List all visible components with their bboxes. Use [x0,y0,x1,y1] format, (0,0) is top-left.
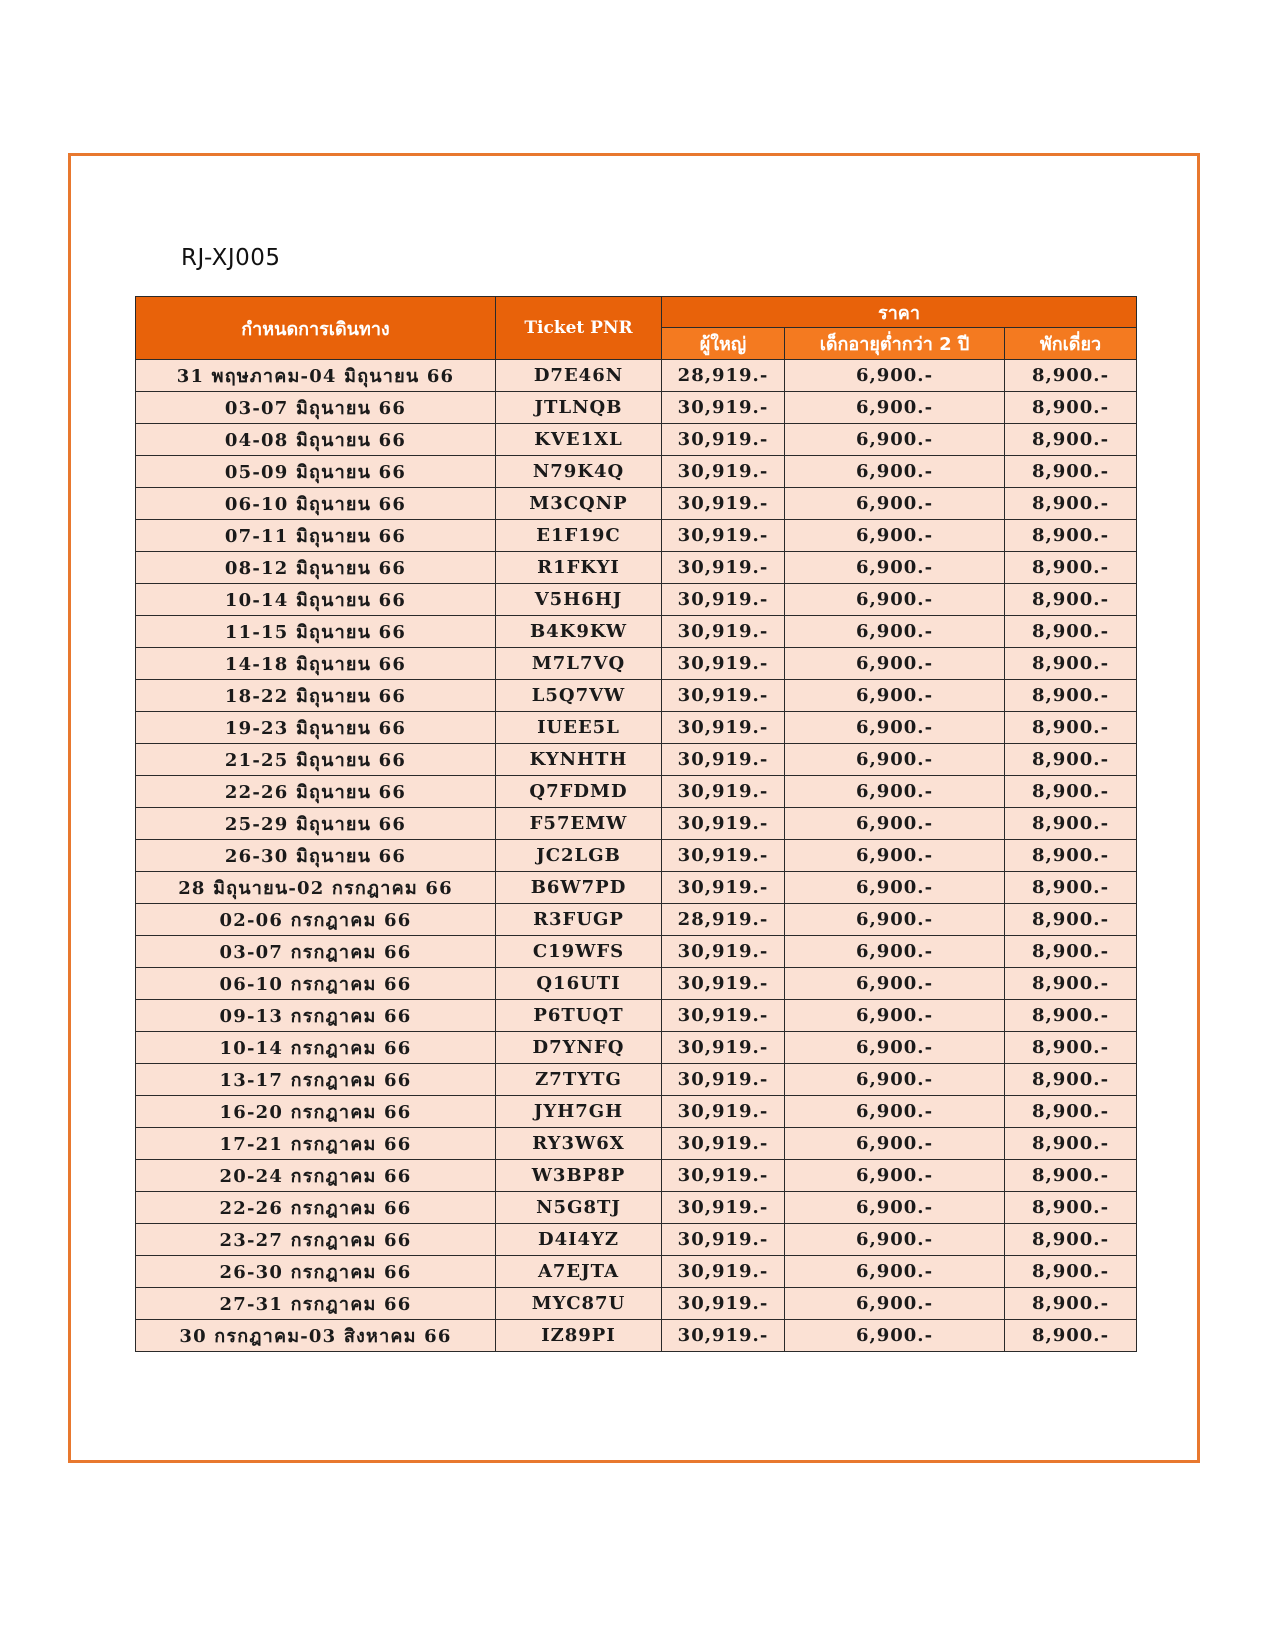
child-price-cell: 6,900.- [785,648,1005,680]
date-cell: 20-24 กรกฎาคม 66 [136,1160,496,1192]
single-price-cell: 8,900.- [1005,712,1137,744]
date-cell: 22-26 มิถุนายน 66 [136,776,496,808]
single-price-cell: 8,900.- [1005,808,1137,840]
single-price-cell: 8,900.- [1005,936,1137,968]
date-cell: 05-09 มิถุนายน 66 [136,456,496,488]
date-cell: 17-21 กรกฎาคม 66 [136,1128,496,1160]
date-cell: 22-26 กรกฎาคม 66 [136,1192,496,1224]
pnr-cell: P6TUQT [496,1000,662,1032]
date-cell: 18-22 มิถุนายน 66 [136,680,496,712]
single-price-cell: 8,900.- [1005,616,1137,648]
single-price-cell: 8,900.- [1005,1128,1137,1160]
table-row [136,1064,1137,1096]
date-cell: 07-11 มิถุนายน 66 [136,520,496,552]
table-row [136,680,1137,712]
date-cell: 03-07 กรกฎาคม 66 [136,936,496,968]
table-row [136,1000,1137,1032]
adult-price-cell: 30,919.- [662,1032,785,1064]
date-cell: 31 พฤษภาคม-04 มิถุนายน 66 [136,360,496,392]
child-price-cell: 6,900.- [785,1192,1005,1224]
pnr-cell: IUEE5L [496,712,662,744]
tour-code: RJ-XJ005 [181,245,281,271]
single-price-cell: 8,900.- [1005,1032,1137,1064]
date-cell: 27-31 กรกฎาคม 66 [136,1288,496,1320]
table-row [136,552,1137,584]
adult-price-cell: 30,919.- [662,712,785,744]
table-row [136,488,1137,520]
header-travel-date: กำหนดการเดินทาง [136,297,496,360]
pnr-cell: N5G8TJ [496,1192,662,1224]
child-price-cell: 6,900.- [785,1256,1005,1288]
child-price-cell: 6,900.- [785,1128,1005,1160]
table-row [136,1160,1137,1192]
single-price-cell: 8,900.- [1005,424,1137,456]
adult-price-cell: 28,919.- [662,904,785,936]
child-price-cell: 6,900.- [785,360,1005,392]
adult-price-cell: 30,919.- [662,872,785,904]
date-cell: 23-27 กรกฎาคม 66 [136,1224,496,1256]
date-cell: 13-17 กรกฎาคม 66 [136,1064,496,1096]
single-price-cell: 8,900.- [1005,552,1137,584]
child-price-cell: 6,900.- [785,744,1005,776]
single-price-cell: 8,900.- [1005,1000,1137,1032]
header-price: ราคา [662,297,1137,328]
table-row [136,456,1137,488]
single-price-cell: 8,900.- [1005,648,1137,680]
child-price-cell: 6,900.- [785,1160,1005,1192]
adult-price-cell: 30,919.- [662,616,785,648]
child-price-cell: 6,900.- [785,488,1005,520]
adult-price-cell: 30,919.- [662,392,785,424]
child-price-cell: 6,900.- [785,1288,1005,1320]
date-cell: 02-06 กรกฎาคม 66 [136,904,496,936]
child-price-cell: 6,900.- [785,1000,1005,1032]
single-price-cell: 8,900.- [1005,680,1137,712]
pnr-cell: N79K4Q [496,456,662,488]
child-price-cell: 6,900.- [785,968,1005,1000]
single-price-cell: 8,900.- [1005,1160,1137,1192]
pnr-cell: D7E46N [496,360,662,392]
single-price-cell: 8,900.- [1005,1192,1137,1224]
adult-price-cell: 30,919.- [662,936,785,968]
adult-price-cell: 30,919.- [662,1320,785,1352]
pnr-cell: L5Q7VW [496,680,662,712]
pnr-cell: B4K9KW [496,616,662,648]
date-cell: 11-15 มิถุนายน 66 [136,616,496,648]
pnr-cell: JYH7GH [496,1096,662,1128]
table-row [136,1288,1137,1320]
adult-price-cell: 30,919.- [662,424,785,456]
table-row [136,1032,1137,1064]
single-price-cell: 8,900.- [1005,520,1137,552]
adult-price-cell: 30,919.- [662,744,785,776]
pnr-cell: M3CQNP [496,488,662,520]
table-row [136,584,1137,616]
pnr-cell: M7L7VQ [496,648,662,680]
child-price-cell: 6,900.- [785,616,1005,648]
price-table [135,296,1137,1352]
adult-price-cell: 30,919.- [662,776,785,808]
date-cell: 28 มิถุนายน-02 กรกฎาคม 66 [136,872,496,904]
pnr-cell: IZ89PI [496,1320,662,1352]
pnr-cell: R1FKYI [496,552,662,584]
table-row [136,776,1137,808]
child-price-cell: 6,900.- [785,680,1005,712]
table-row [136,424,1137,456]
table-row [136,520,1137,552]
pnr-cell: E1F19C [496,520,662,552]
table-row [136,1224,1137,1256]
pnr-cell: D7YNFQ [496,1032,662,1064]
pnr-cell: B6W7PD [496,872,662,904]
adult-price-cell: 30,919.- [662,1064,785,1096]
adult-price-cell: 30,919.- [662,520,785,552]
table-row [136,808,1137,840]
single-price-cell: 8,900.- [1005,904,1137,936]
table-row [136,392,1137,424]
child-price-cell: 6,900.- [785,872,1005,904]
date-cell: 08-12 มิถุนายน 66 [136,552,496,584]
header-single: พักเดี่ยว [1005,328,1137,360]
pnr-cell: Q7FDMD [496,776,662,808]
header-ticket-pnr: Ticket PNR [496,297,662,360]
adult-price-cell: 30,919.- [662,1128,785,1160]
adult-price-cell: 28,919.- [662,360,785,392]
single-price-cell: 8,900.- [1005,776,1137,808]
table-row [136,1256,1137,1288]
pnr-cell: C19WFS [496,936,662,968]
table-row [136,744,1137,776]
date-cell: 26-30 มิถุนายน 66 [136,840,496,872]
child-price-cell: 6,900.- [785,808,1005,840]
header-child-under-2: เด็กอายุต่ำกว่า 2 ปี [785,328,1005,360]
child-price-cell: 6,900.- [785,1064,1005,1096]
child-price-cell: 6,900.- [785,904,1005,936]
table-row [136,1128,1137,1160]
single-price-cell: 8,900.- [1005,456,1137,488]
single-price-cell: 8,900.- [1005,392,1137,424]
adult-price-cell: 30,919.- [662,1224,785,1256]
date-cell: 14-18 มิถุนายน 66 [136,648,496,680]
pnr-cell: RY3W6X [496,1128,662,1160]
date-cell: 16-20 กรกฎาคม 66 [136,1096,496,1128]
pnr-cell: W3BP8P [496,1160,662,1192]
single-price-cell: 8,900.- [1005,584,1137,616]
adult-price-cell: 30,919.- [662,968,785,1000]
adult-price-cell: 30,919.- [662,648,785,680]
table-row [136,712,1137,744]
adult-price-cell: 30,919.- [662,456,785,488]
date-cell: 03-07 มิถุนายน 66 [136,392,496,424]
pnr-cell: KYNHTH [496,744,662,776]
table-row [136,360,1137,392]
date-cell: 10-14 กรกฎาคม 66 [136,1032,496,1064]
table-row [136,968,1137,1000]
single-price-cell: 8,900.- [1005,1320,1137,1352]
child-price-cell: 6,900.- [785,712,1005,744]
adult-price-cell: 30,919.- [662,1288,785,1320]
date-cell: 25-29 มิถุนายน 66 [136,808,496,840]
child-price-cell: 6,900.- [785,1320,1005,1352]
table-row [136,1192,1137,1224]
date-cell: 04-08 มิถุนายน 66 [136,424,496,456]
pnr-cell: KVE1XL [496,424,662,456]
single-price-cell: 8,900.- [1005,1288,1137,1320]
date-cell: 19-23 มิถุนายน 66 [136,712,496,744]
adult-price-cell: 30,919.- [662,1256,785,1288]
date-cell: 06-10 มิถุนายน 66 [136,488,496,520]
adult-price-cell: 30,919.- [662,680,785,712]
adult-price-cell: 30,919.- [662,808,785,840]
single-price-cell: 8,900.- [1005,968,1137,1000]
single-price-cell: 8,900.- [1005,1256,1137,1288]
child-price-cell: 6,900.- [785,424,1005,456]
table-row [136,872,1137,904]
pnr-cell: F57EMW [496,808,662,840]
pnr-cell: R3FUGP [496,904,662,936]
child-price-cell: 6,900.- [785,1032,1005,1064]
table-row [136,616,1137,648]
child-price-cell: 6,900.- [785,1224,1005,1256]
table-row [136,1096,1137,1128]
child-price-cell: 6,900.- [785,584,1005,616]
date-cell: 26-30 กรกฎาคม 66 [136,1256,496,1288]
date-cell: 30 กรกฎาคม-03 สิงหาคม 66 [136,1320,496,1352]
pnr-cell: MYC87U [496,1288,662,1320]
adult-price-cell: 30,919.- [662,840,785,872]
table-row [136,840,1137,872]
table-row [136,648,1137,680]
pnr-cell: JTLNQB [496,392,662,424]
adult-price-cell: 30,919.- [662,1160,785,1192]
header-adult: ผู้ใหญ่ [662,328,785,360]
single-price-cell: 8,900.- [1005,840,1137,872]
table-row [136,1320,1137,1352]
adult-price-cell: 30,919.- [662,552,785,584]
date-cell: 09-13 กรกฎาคม 66 [136,1000,496,1032]
adult-price-cell: 30,919.- [662,488,785,520]
child-price-cell: 6,900.- [785,520,1005,552]
single-price-cell: 8,900.- [1005,744,1137,776]
single-price-cell: 8,900.- [1005,488,1137,520]
pnr-cell: A7EJTA [496,1256,662,1288]
pnr-cell: JC2LGB [496,840,662,872]
pnr-cell: V5H6HJ [496,584,662,616]
date-cell: 06-10 กรกฎาคม 66 [136,968,496,1000]
table-row [136,936,1137,968]
single-price-cell: 8,900.- [1005,1064,1137,1096]
child-price-cell: 6,900.- [785,1096,1005,1128]
child-price-cell: 6,900.- [785,776,1005,808]
single-price-cell: 8,900.- [1005,872,1137,904]
adult-price-cell: 30,919.- [662,1000,785,1032]
child-price-cell: 6,900.- [785,936,1005,968]
child-price-cell: 6,900.- [785,552,1005,584]
date-cell: 10-14 มิถุนายน 66 [136,584,496,616]
child-price-cell: 6,900.- [785,840,1005,872]
pnr-cell: D4I4YZ [496,1224,662,1256]
table-row [136,904,1137,936]
single-price-cell: 8,900.- [1005,360,1137,392]
adult-price-cell: 30,919.- [662,584,785,616]
child-price-cell: 6,900.- [785,392,1005,424]
pnr-cell: Q16UTI [496,968,662,1000]
single-price-cell: 8,900.- [1005,1096,1137,1128]
date-cell: 21-25 มิถุนายน 66 [136,744,496,776]
table-body [136,360,1137,1352]
pnr-cell: Z7TYTG [496,1064,662,1096]
adult-price-cell: 30,919.- [662,1192,785,1224]
adult-price-cell: 30,919.- [662,1096,785,1128]
child-price-cell: 6,900.- [785,456,1005,488]
single-price-cell: 8,900.- [1005,1224,1137,1256]
